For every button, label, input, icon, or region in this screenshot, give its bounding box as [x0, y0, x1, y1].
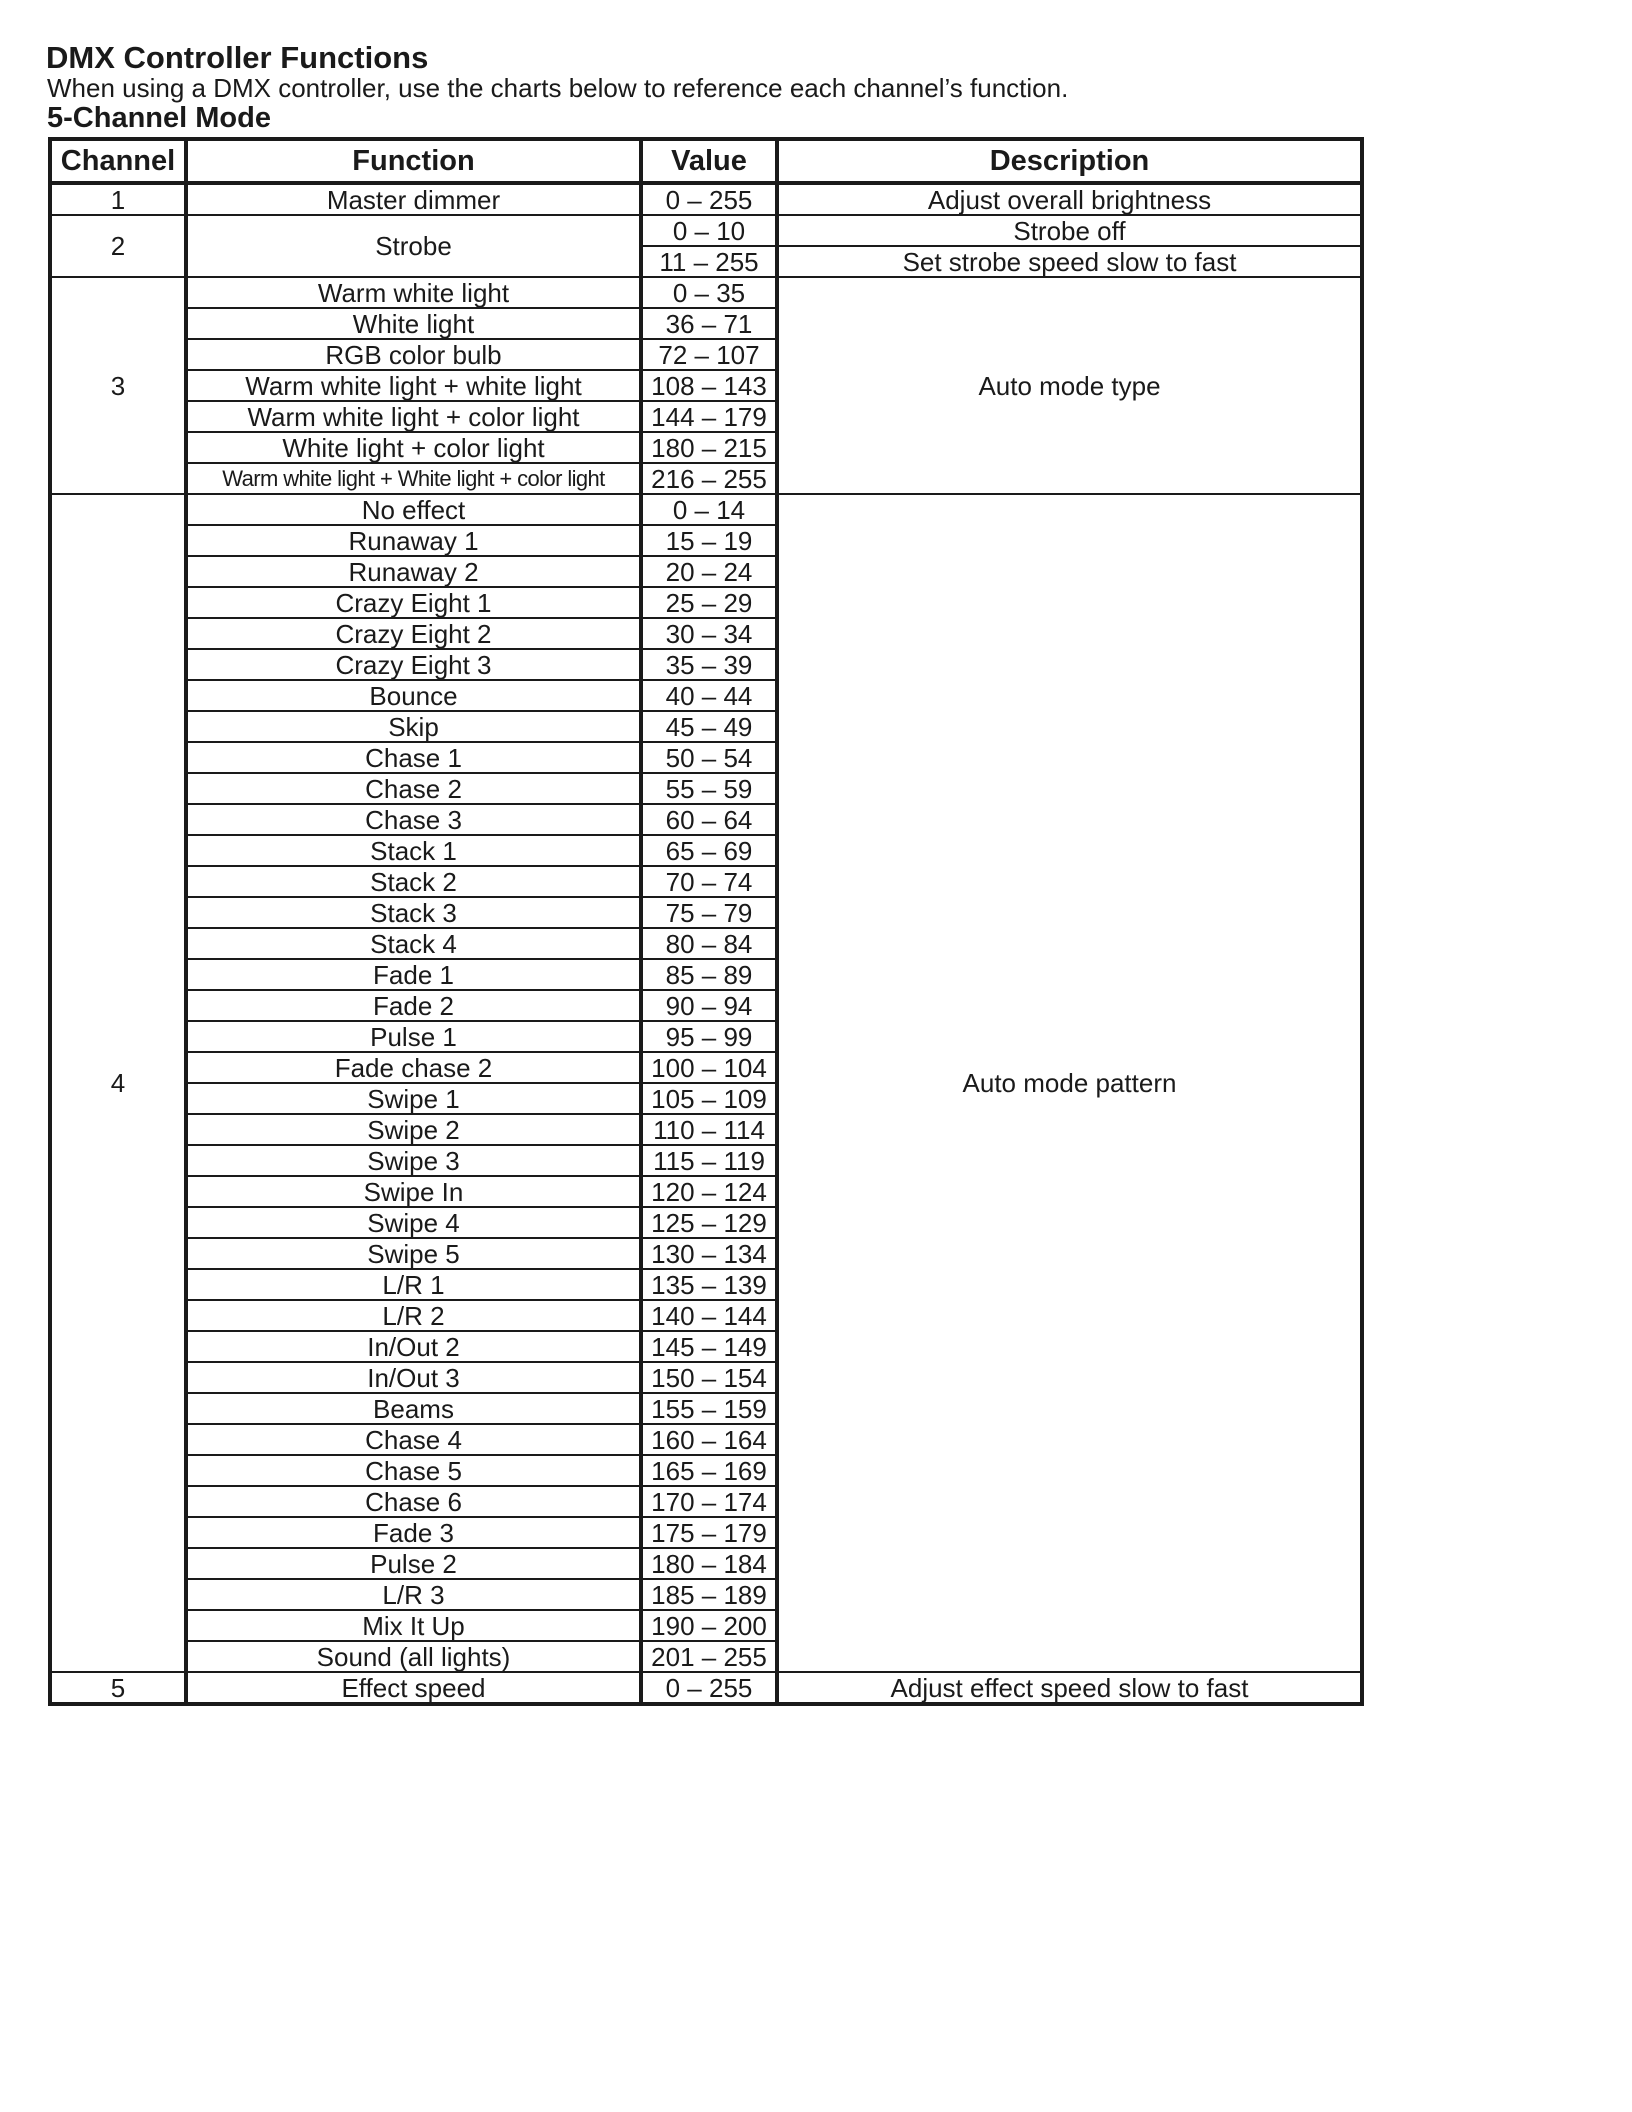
function-cell: Fade chase 2 [186, 1052, 641, 1083]
function-cell: Fade 3 [186, 1517, 641, 1548]
value-cell: 180 – 184 [641, 1548, 777, 1579]
function-cell: Fade 1 [186, 959, 641, 990]
function-cell: Bounce [186, 680, 641, 711]
value-cell: 20 – 24 [641, 556, 777, 587]
value-cell: 145 – 149 [641, 1331, 777, 1362]
description-cell: Set strobe speed slow to fast [777, 246, 1362, 277]
function-cell: Swipe In [186, 1176, 641, 1207]
value-cell: 15 – 19 [641, 525, 777, 556]
channel-cell: 4 [50, 494, 186, 1672]
function-cell: Swipe 4 [186, 1207, 641, 1238]
function-cell: Mix It Up [186, 1610, 641, 1641]
function-cell: Strobe [186, 215, 641, 277]
value-cell: 0 – 255 [641, 183, 777, 215]
table-header-row [50, 139, 1362, 183]
table-row [50, 183, 1362, 215]
value-cell: 100 – 104 [641, 1052, 777, 1083]
function-cell: Swipe 2 [186, 1114, 641, 1145]
function-cell: Crazy Eight 3 [186, 649, 641, 680]
header-channel: Channel [50, 139, 186, 183]
table-row [50, 277, 1362, 308]
value-cell: 25 – 29 [641, 587, 777, 618]
function-cell: Stack 4 [186, 928, 641, 959]
value-cell: 30 – 34 [641, 618, 777, 649]
header-description: Description [777, 139, 1362, 183]
function-cell: Stack 3 [186, 897, 641, 928]
value-cell: 70 – 74 [641, 866, 777, 897]
function-cell: White light [186, 308, 641, 339]
value-cell: 150 – 154 [641, 1362, 777, 1393]
function-cell: In/Out 2 [186, 1331, 641, 1362]
description-cell: Auto mode pattern [777, 494, 1362, 1672]
table-row [50, 494, 1362, 525]
value-cell: 40 – 44 [641, 680, 777, 711]
value-cell: 95 – 99 [641, 1021, 777, 1052]
value-cell: 75 – 79 [641, 897, 777, 928]
channel-cell: 3 [50, 277, 186, 494]
value-cell: 190 – 200 [641, 1610, 777, 1641]
value-cell: 144 – 179 [641, 401, 777, 432]
value-cell: 175 – 179 [641, 1517, 777, 1548]
value-cell: 108 – 143 [641, 370, 777, 401]
value-cell: 165 – 169 [641, 1455, 777, 1486]
value-cell: 85 – 89 [641, 959, 777, 990]
value-cell: 105 – 109 [641, 1083, 777, 1114]
value-cell: 180 – 215 [641, 432, 777, 463]
value-cell: 216 – 255 [641, 463, 777, 494]
value-cell: 135 – 139 [641, 1269, 777, 1300]
dmx-channel-table [48, 137, 1364, 1706]
table-row [50, 215, 1362, 246]
value-cell: 140 – 144 [641, 1300, 777, 1331]
function-cell: In/Out 3 [186, 1362, 641, 1393]
function-cell: Pulse 2 [186, 1548, 641, 1579]
description-cell: Adjust overall brightness [777, 183, 1362, 215]
function-cell: Chase 4 [186, 1424, 641, 1455]
function-cell: Chase 3 [186, 804, 641, 835]
value-cell: 160 – 164 [641, 1424, 777, 1455]
value-cell: 201 – 255 [641, 1641, 777, 1672]
function-cell: RGB color bulb [186, 339, 641, 370]
header-function: Function [186, 139, 641, 183]
value-cell: 36 – 71 [641, 308, 777, 339]
value-cell: 110 – 114 [641, 1114, 777, 1145]
value-cell: 35 – 39 [641, 649, 777, 680]
table-body [50, 183, 1362, 1704]
value-cell: 55 – 59 [641, 773, 777, 804]
value-cell: 120 – 124 [641, 1176, 777, 1207]
function-cell: L/R 1 [186, 1269, 641, 1300]
function-cell: Swipe 5 [186, 1238, 641, 1269]
function-cell: Chase 2 [186, 773, 641, 804]
value-cell: 50 – 54 [641, 742, 777, 773]
function-cell: Effect speed [186, 1672, 641, 1704]
function-cell: Warm white light + white light [186, 370, 641, 401]
value-cell: 60 – 64 [641, 804, 777, 835]
function-cell: Crazy Eight 1 [186, 587, 641, 618]
function-cell: Runaway 1 [186, 525, 641, 556]
header-value: Value [641, 139, 777, 183]
function-cell: Chase 6 [186, 1486, 641, 1517]
function-cell: Crazy Eight 2 [186, 618, 641, 649]
value-cell: 90 – 94 [641, 990, 777, 1021]
function-cell: No effect [186, 494, 641, 525]
value-cell: 11 – 255 [641, 246, 777, 277]
function-cell: Warm white light [186, 277, 641, 308]
channel-cell: 1 [50, 183, 186, 215]
table-row [50, 1672, 1362, 1704]
function-cell: Warm white light + color light [186, 401, 641, 432]
value-cell: 185 – 189 [641, 1579, 777, 1610]
description-cell: Auto mode type [777, 277, 1362, 494]
value-cell: 0 – 35 [641, 277, 777, 308]
value-cell: 130 – 134 [641, 1238, 777, 1269]
channel-cell: 2 [50, 215, 186, 277]
value-cell: 115 – 119 [641, 1145, 777, 1176]
function-cell: Swipe 3 [186, 1145, 641, 1176]
function-cell: Sound (all lights) [186, 1641, 641, 1672]
section-heading: 5-Channel Mode [47, 102, 271, 134]
description-cell: Adjust effect speed slow to fast [777, 1672, 1362, 1704]
function-cell: Master dimmer [186, 183, 641, 215]
function-cell: Runaway 2 [186, 556, 641, 587]
value-cell: 170 – 174 [641, 1486, 777, 1517]
value-cell: 125 – 129 [641, 1207, 777, 1238]
function-cell: Swipe 1 [186, 1083, 641, 1114]
function-cell: Chase 5 [186, 1455, 641, 1486]
value-cell: 80 – 84 [641, 928, 777, 959]
value-cell: 45 – 49 [641, 711, 777, 742]
value-cell: 0 – 10 [641, 215, 777, 246]
function-cell: Warm white light + White light + color light [186, 463, 641, 494]
channel-cell: 5 [50, 1672, 186, 1704]
value-cell: 0 – 14 [641, 494, 777, 525]
value-cell: 0 – 255 [641, 1672, 777, 1704]
function-cell: Stack 1 [186, 835, 641, 866]
description-cell: Strobe off [777, 215, 1362, 246]
page-title: DMX Controller Functions [46, 40, 429, 75]
function-cell: Fade 2 [186, 990, 641, 1021]
value-cell: 65 – 69 [641, 835, 777, 866]
function-cell: Beams [186, 1393, 641, 1424]
value-cell: 72 – 107 [641, 339, 777, 370]
value-cell: 155 – 159 [641, 1393, 777, 1424]
function-cell: Stack 2 [186, 866, 641, 897]
function-cell: White light + color light [186, 432, 641, 463]
function-cell: Pulse 1 [186, 1021, 641, 1052]
function-cell: L/R 2 [186, 1300, 641, 1331]
function-cell: Chase 1 [186, 742, 641, 773]
function-cell: Skip [186, 711, 641, 742]
function-cell: L/R 3 [186, 1579, 641, 1610]
intro-text: When using a DMX controller, use the charts below to reference each channel’s function. [47, 73, 1069, 103]
